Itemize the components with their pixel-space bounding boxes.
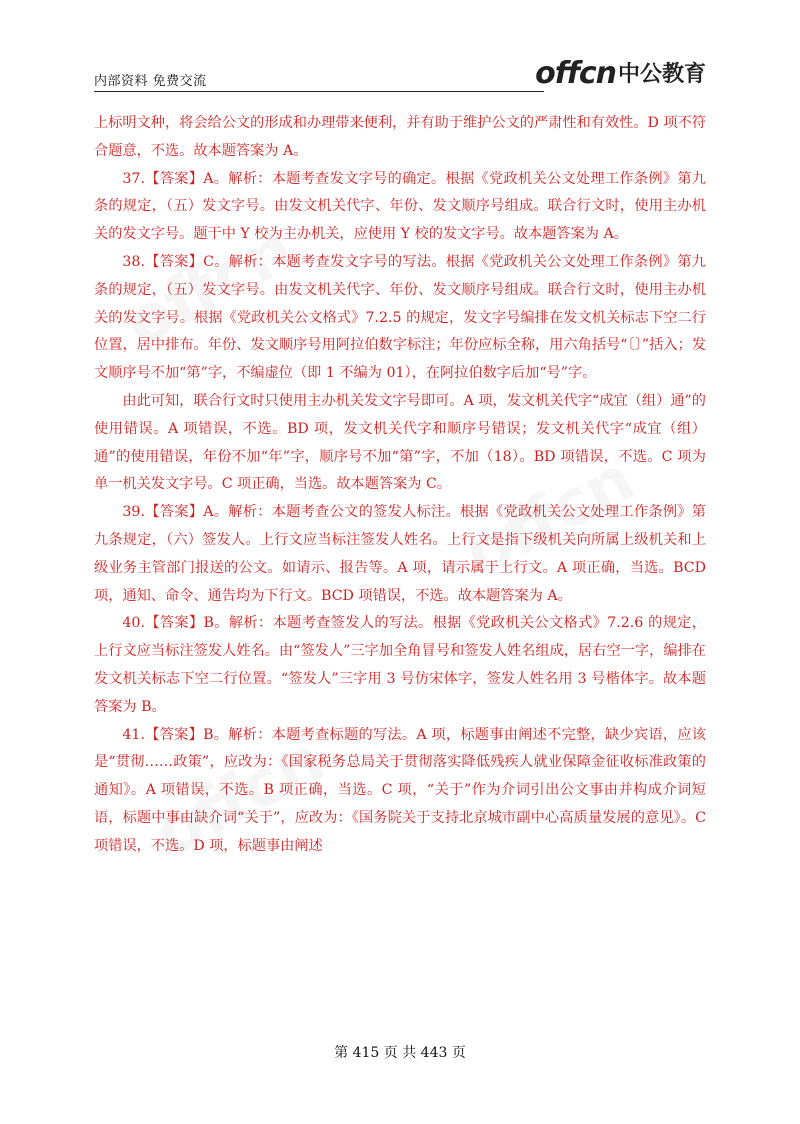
answer-41: 41.【答案】B。解析：本题考查标题的写法。A 项，标题事由阐述不完整，缺少宾语，应该是“贯彻……政策”，应改为：《国家税务总局关于贯彻落实降低残疾人就业保障金征收标准政策的通知》。A 项错误，不选。B 项正确，当选。C 项，“关于”作为介词引出公文事由并构成介词短语，标题中事由缺介词“关于”，应改为：《国务院关于支持北京城市副中心高质量发展的意见》。C 项错误，不选。D 项，标题事由阐述 bbox=[94, 726, 706, 854]
header-rule bbox=[94, 91, 544, 92]
answer-38-analysis: 由此可知，联合行文时只使用主办机关发文字号即可。A 项，发文机关代字“成宜（组）通”的使用错误。A 项错误，不选。BD 项，发文机关代字和顺序号错误；发文机关代字“成宜（组）通”的使用错误，年份不加“年”字，顺序号不加“第”字，不加（18）。BD 项错误，不选。C 项为单一机关发文字号。C 项正确，当选。故本题答案为 C。 bbox=[94, 392, 706, 493]
answer-37: 37.【答案】A。解析：本题考查发文字号的确定。根据《党政机关公文处理工作条例》第九条的规定，（五）发文字号。由发文机关代字、年份、发文顺序号组成。联合行文时，使用主办机关的发文字号。题干中 Y 校为主办机关，应使用 Y 校的发文字号。故本题答案为 A。 bbox=[94, 170, 706, 243]
answer-38: 38.【答案】C。解析：本题考查发文字号的写法。根据《党政机关公文处理工作条例》第九条的规定，（五）发文字号。由发文机关代字、年份、发文顺序号组成。联合行文时，使用主办机关的发文字号。根据《党政机关公文格式》7.2.5 的规定，发文字号编排在发文机关标志下空二行位置，居中排布。年份、发文顺序号用阿拉伯数字标注；年份应标全称，用六角括号“〔〕”括入；发文顺序号不加“第”字，不编虚位（即 1 不编为 01），在阿拉伯数字后加“号”字。 bbox=[94, 253, 706, 382]
page-number: 第 415 页 共 443 页 bbox=[334, 1045, 466, 1061]
header-label: 内部资料 免费交流 bbox=[94, 74, 207, 89]
offcn-logo bbox=[535, 58, 706, 90]
document-body bbox=[94, 110, 706, 861]
paragraph-continuation: 上标明文种，将会给公文的形成和办理带来便利，并有助于维护公文的严肃性和有效性。D 项不符合题意，不选。故本题答案为 A。 bbox=[94, 115, 706, 159]
page-header bbox=[94, 58, 706, 92]
answer-40: 40.【答案】B。解析：本题考查签发人的写法。根据《党政机关公文格式》7.2.6 的规定，上行文应当标注签发人姓名。由“签发人”三字加全角冒号和签发人姓名组成，居右空一字，编排在发文机关标志下空二行位置。“签发人”三字用 3 号仿宋体字，签发人姓名用 3 号楷体字。故本题答案为 B。 bbox=[94, 615, 706, 715]
logo-chinese-text: 中公教育 bbox=[617, 62, 706, 87]
logo-latin-text: offcn bbox=[535, 56, 616, 91]
answer-39: 39.【答案】A。解析：本题考查公文的签发人标注。根据《党政机关公文处理工作条例》第九条规定，（六）签发人。上行文应当标注签发人姓名。上行文是指下级机关向所属上级机关和上级业务主管部门报送的公文。如请示、报告等。A 项，请示属于上行文。A 项正确，当选。BCD 项，通知、命令、通告均为下行文。BCD 项错误，不选。故本题答案为 A。 bbox=[94, 504, 706, 604]
